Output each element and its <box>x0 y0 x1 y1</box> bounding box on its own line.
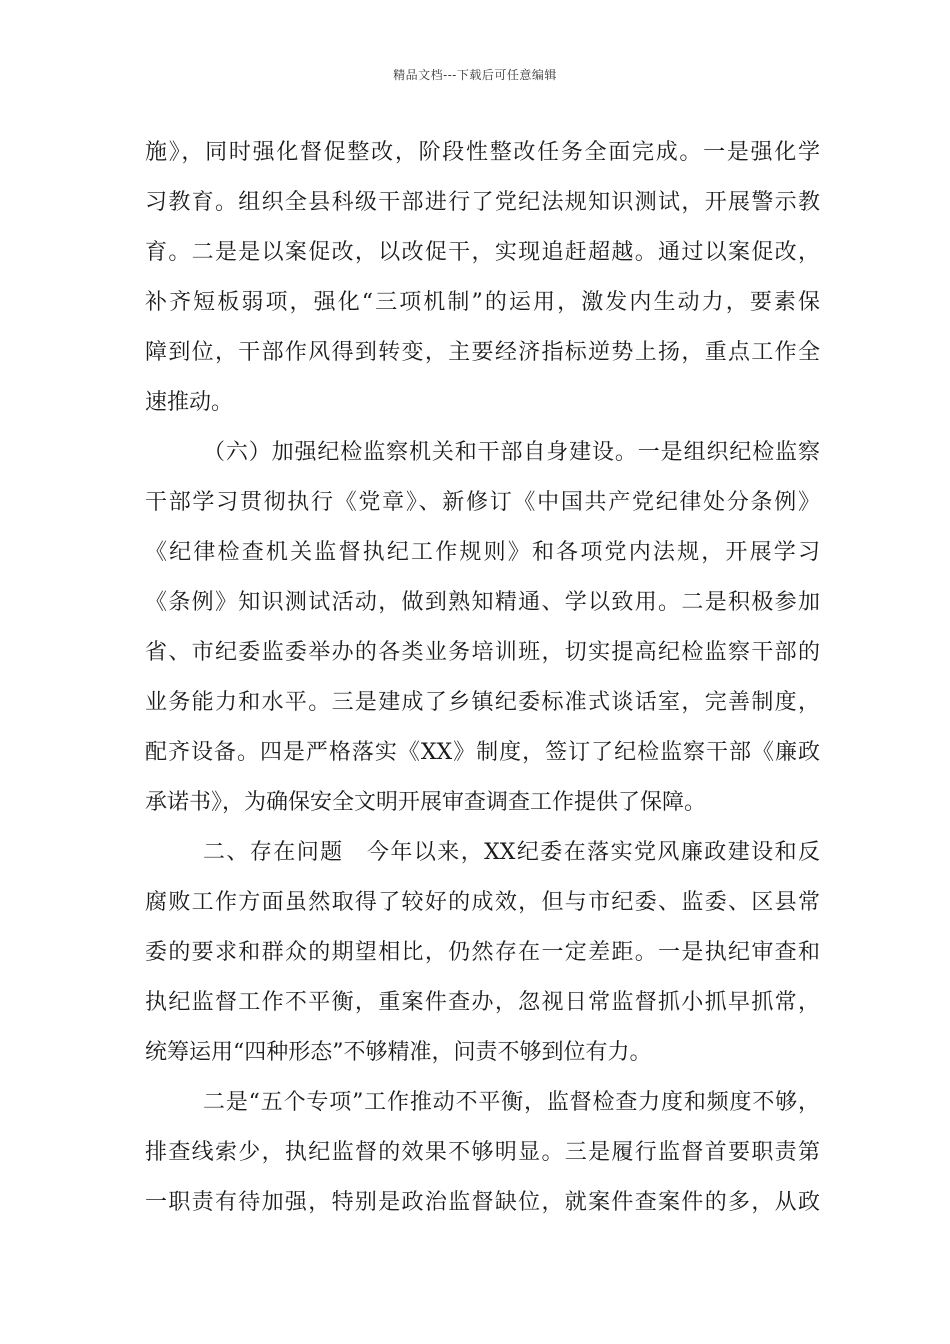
paragraph <box>145 1078 820 1228</box>
text-line: 《纪律检查机关监督执纪工作规则》和各项党内法规，开展学习 <box>145 540 820 565</box>
page-header: 精品文档---下载后可任意编辑 <box>393 68 557 82</box>
text-line: 一职责有待加强，特别是政治监督缺位，就案件查案件的多，从政 <box>145 1190 820 1215</box>
paragraph <box>145 828 820 1078</box>
text-line: 统筹运用“四种形态”不够精准，问责不够到位有力。 <box>145 1040 652 1065</box>
text-line: （六）加强纪检监察机关和干部自身建设。一是组织纪检监察 <box>203 440 820 465</box>
text-line: 省、市纪委监委举办的各类业务培训班，切实提高纪检监察干部的 <box>145 640 820 665</box>
text-line: 障到位，干部作风得到转变，主要经济指标逆势上扬，重点工作全 <box>145 340 820 365</box>
text-line: 二是“五个专项”工作推动不平衡，监督检查力度和频度不够， <box>203 1090 820 1115</box>
text-line: 干部学习贯彻执行《党章》、新修订《中国共产党纪律处分条例》 <box>145 490 820 515</box>
text-line: 施》，同时强化督促整改，阶段性整改任务全面完成。一是强化学 <box>145 140 820 165</box>
text-line: 习教育。组织全县科级干部进行了党纪法规知识测试，开展警示教 <box>145 190 820 215</box>
text-line: 业务能力和水平。三是建成了乡镇纪委标准式谈话室，完善制度， <box>145 690 820 715</box>
text-line: 育。二是是以案促改，以改促干，实现追赶超越。通过以案促改， <box>145 240 820 265</box>
document-body <box>145 128 820 1228</box>
text-line: 承诺书》，为确保安全文明开展审查调查工作提供了保障。 <box>145 790 707 815</box>
paragraph <box>145 128 820 428</box>
text-line: 二、存在问题 今年以来，XX纪委在落实党风廉政建设和反 <box>203 840 820 865</box>
text-line: 补齐短板弱项，强化“三项机制”的运用，激发内生动力，要素保 <box>145 290 820 315</box>
text-line: 配齐设备。四是严格落实《XX》制度，签订了纪检监察干部《廉政 <box>145 740 820 765</box>
text-line: 速推动。 <box>145 390 234 415</box>
paragraph <box>145 428 820 828</box>
text-line: 《条例》知识测试活动，做到熟知精通、学以致用。二是积极参加 <box>145 590 820 615</box>
text-line: 排查线索少，执纪监督的效果不够明显。三是履行监督首要职责第 <box>145 1140 820 1165</box>
text-line: 腐败工作方面虽然取得了较好的成效，但与市纪委、监委、区县常 <box>145 890 820 915</box>
text-line: 委的要求和群众的期望相比，仍然存在一定差距。一是执纪审查和 <box>145 940 820 965</box>
text-line: 执纪监督工作不平衡，重案件查办，忽视日常监督抓小抓早抓常， <box>145 990 820 1015</box>
